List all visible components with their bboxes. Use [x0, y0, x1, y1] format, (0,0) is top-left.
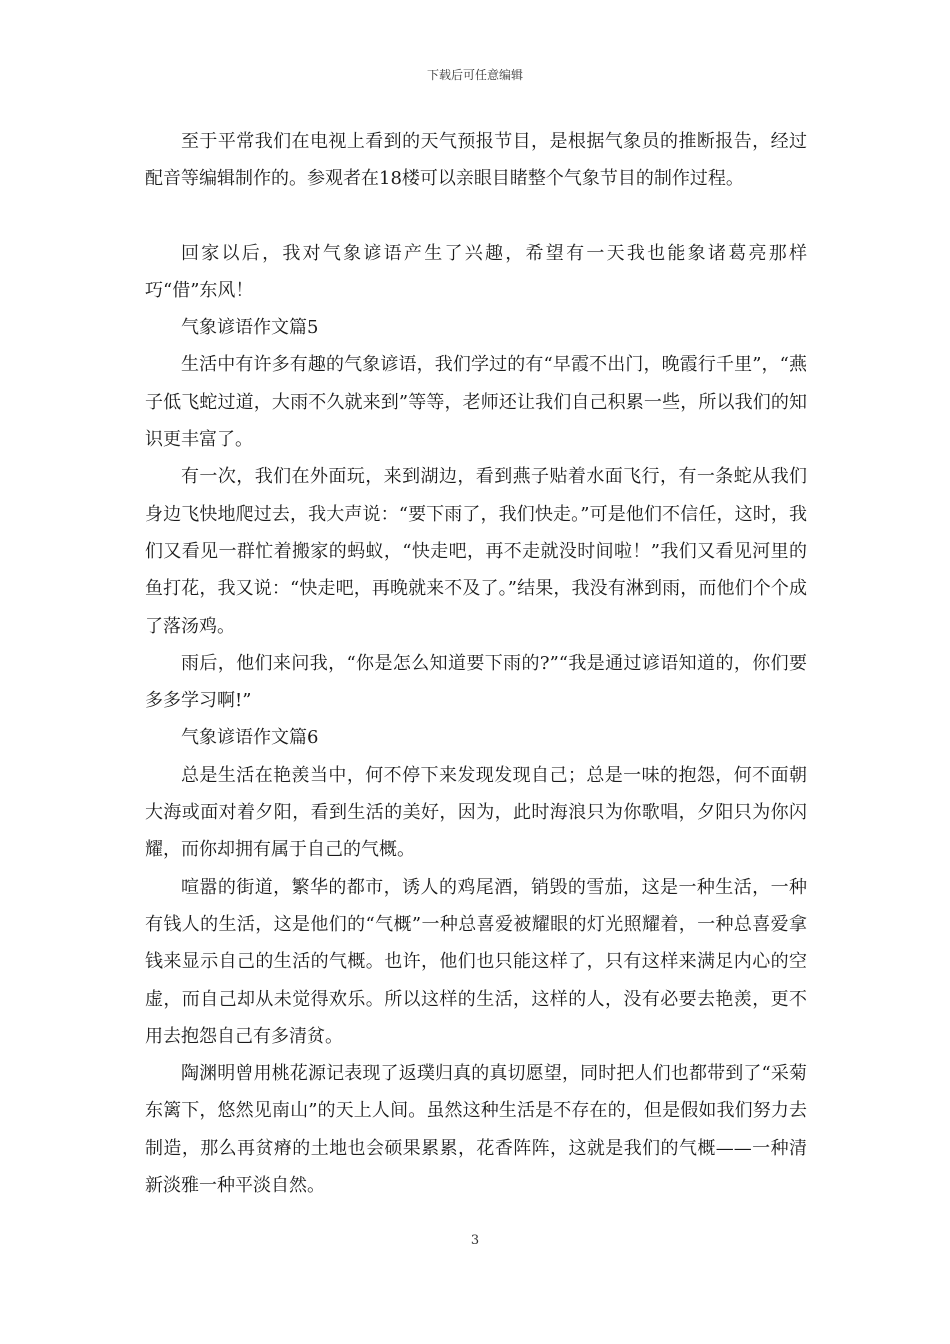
paragraph: 总是生活在艳羡当中，何不停下来发现发现自己；总是一味的抱怨，何不面朝大海或面对着夕阳，看到生活的美好，因为，此时海浪只为你歌唱，夕阳只为你闪耀，而你却拥有属于自己的气概。	[145, 764, 807, 861]
paragraph: 有一次，我们在外面玩，来到湖边，看到燕子贴着水面飞行，有一条蛇从我们身边飞快地爬过去，我大声说：“要下雨了，我们快走。”可是他们不信任，这时，我们又看见一群忙着搬家的蚂蚁，“快走吧，再不走就没时间啦！”我们又看见河里的鱼打花，我又说：“快走吧，再晚就来不及了。”结果，我没有淋到雨，而他们个个成了落汤鸡。	[145, 466, 807, 637]
paragraph: 陶渊明曾用桃花源记表现了返璞归真的真切愿望，同时把人们也都带到了“采菊东篱下，悠然见南山”的天上人间。虽然这种生活是不存在的，但是假如我们努力去制造，那么再贫瘠的土地也会硕果累累，花香阵阵，这就是我们的气概——一种清新淡雅一种平淡自然。	[145, 1063, 807, 1197]
paragraph-gap	[145, 198, 807, 235]
section-heading: 气象谚语作文篇6	[181, 727, 319, 749]
section-heading: 气象谚语作文篇5	[181, 317, 319, 339]
document-body	[145, 123, 807, 1204]
paragraph: 回家以后，我对气象谚语产生了兴趣，希望有一天我也能象诸葛亮那样巧“借”东风！	[145, 242, 807, 301]
paragraph: 至于平常我们在电视上看到的天气预报节目，是根据气象员的推断报告，经过配音等编辑制作的。参观者在18楼可以亲眼目睹整个气象节目的制作过程。	[145, 131, 807, 190]
paragraph: 喧嚣的街道，繁华的都市，诱人的鸡尾酒，销毁的雪茄，这是一种生活，一种有钱人的生活，这是他们的“气概”一种总喜爱被耀眼的灯光照耀着，一种总喜爱拿钱来显示自己的生活的气概。也许，他们也只能这样了，只有这样来满足内心的空虚，而自己却从未觉得欢乐。所以这样的生活，这样的人，没有必要去艳羡，更不用去抱怨自己有多清贫。	[145, 876, 807, 1047]
paragraph: 生活中有许多有趣的气象谚语，我们学过的有“早霞不出门，晚霞行千里”，“燕子低飞蛇过道，大雨不久就来到”等等，老师还让我们自己积累一些，所以我们的知识更丰富了。	[145, 354, 807, 451]
paragraph: 雨后，他们来问我，“你是怎么知道要下雨的?”“我是通过谚语知道的，你们要多多学习啊!”	[145, 652, 807, 712]
page-header: 下载后可任意编辑	[426, 68, 523, 82]
page-number: 3	[470, 1233, 480, 1248]
